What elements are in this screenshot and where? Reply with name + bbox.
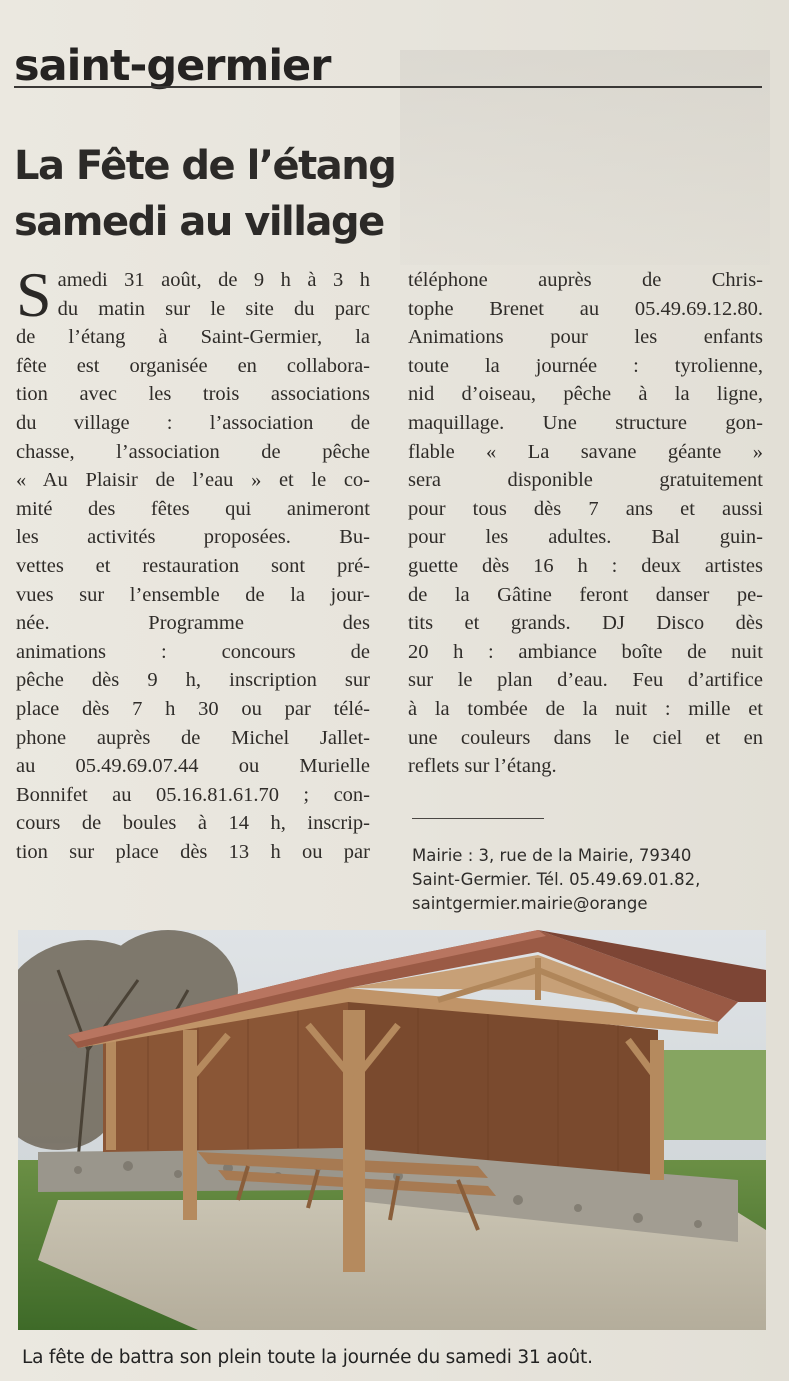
article-line: tits et grands. DJ Disco dès xyxy=(408,612,763,635)
article-line: vues sur l’ensemble de la jour- xyxy=(16,583,370,606)
article-line: les activités proposées. Bu- xyxy=(16,526,370,549)
article-line: téléphone auprès de Chris- xyxy=(408,269,763,291)
article-line: « Au Plaisir de l’eau » et le co- xyxy=(16,469,370,492)
article-line: sur le plan d’eau. Feu d’artifice xyxy=(408,669,763,692)
bleed-through-area xyxy=(400,50,770,265)
article-line: flable « La savane géante » xyxy=(408,440,763,463)
article-line: pêche dès 9 h, inscription sur xyxy=(16,669,370,692)
article-line: du matin sur le site du parc xyxy=(57,297,370,320)
article-line: tion sur place dès 13 h ou par xyxy=(16,840,370,863)
article-column-2 xyxy=(408,266,763,781)
article-line: Bonnifet au 05.16.81.61.70 ; con- xyxy=(16,783,370,806)
headline xyxy=(14,138,414,250)
article-line: Animations pour les enfants xyxy=(408,326,763,349)
article-line: 20 h : ambiance boîte de nuit xyxy=(408,640,763,663)
article-line: mité des fêtes qui animeront xyxy=(16,497,370,520)
article-line: pour les adultes. Bal guin- xyxy=(408,526,763,549)
article-line: animations : concours de xyxy=(16,640,370,663)
article-line: guette dès 16 h : deux artistes xyxy=(408,554,763,577)
contact-line: saintgermier.mairie@orange xyxy=(412,894,648,913)
article-line: chasse, l’association de pêche xyxy=(16,440,370,463)
article-line: du village : l’association de xyxy=(16,411,370,434)
section-title: saint-germier xyxy=(14,41,331,91)
article-line: pour tous dès 7 ans et aussi xyxy=(408,497,763,520)
article-line: tion avec les trois associations xyxy=(16,383,370,406)
shelter-photo-illustration xyxy=(18,930,766,1330)
contact-line: Saint-Germier. Tél. 05.49.69.01.82, xyxy=(412,870,701,889)
article-line: de l’étang à Saint-Germier, la xyxy=(16,326,370,349)
article-line: au 05.49.69.07.44 ou Murielle xyxy=(16,755,370,778)
contact-block xyxy=(412,844,772,916)
article-column-1 xyxy=(16,259,370,866)
article-photo xyxy=(18,930,766,1330)
headline-line: La Fête de l’étang xyxy=(14,143,396,189)
article-line: tophe Brenet au 05.49.69.12.80. xyxy=(408,297,763,320)
separator-rule xyxy=(412,818,544,819)
section-rule xyxy=(14,86,762,88)
article-line: toute la journée : tyrolienne, xyxy=(408,354,763,377)
article-line: sera disponible gratuitement xyxy=(408,469,763,492)
article-line: de la Gâtine feront danser pe- xyxy=(408,583,763,606)
article-line: vettes et restauration sont pré- xyxy=(16,554,370,577)
article-line: place dès 7 h 30 ou par télé- xyxy=(16,697,370,720)
article-line: reflets sur l’étang. xyxy=(408,755,557,778)
contact-line: Mairie : 3, rue de la Mairie, 79340 xyxy=(412,846,692,865)
headline-line: samedi au village xyxy=(14,199,384,245)
drop-cap: S xyxy=(16,259,52,330)
article-line: phone auprès de Michel Jallet- xyxy=(16,726,370,749)
article-line: amedi 31 août, de 9 h à 3 h xyxy=(57,269,370,291)
article-line: une couleurs dans le ciel et en xyxy=(408,726,763,749)
article-line: née. Programme des xyxy=(16,612,370,635)
photo-caption: La fête de battra son plein toute la journée du samedi 31 août. xyxy=(22,1347,593,1368)
article-line: cours de boules à 14 h, inscrip- xyxy=(16,812,370,835)
article-line: fête est organisée en collabora- xyxy=(16,354,370,377)
article-line: nid d’oiseau, pêche à la ligne, xyxy=(408,383,763,406)
article-line: à la tombée de la nuit : mille et xyxy=(408,697,763,720)
article-line: maquillage. Une structure gon- xyxy=(408,411,763,434)
